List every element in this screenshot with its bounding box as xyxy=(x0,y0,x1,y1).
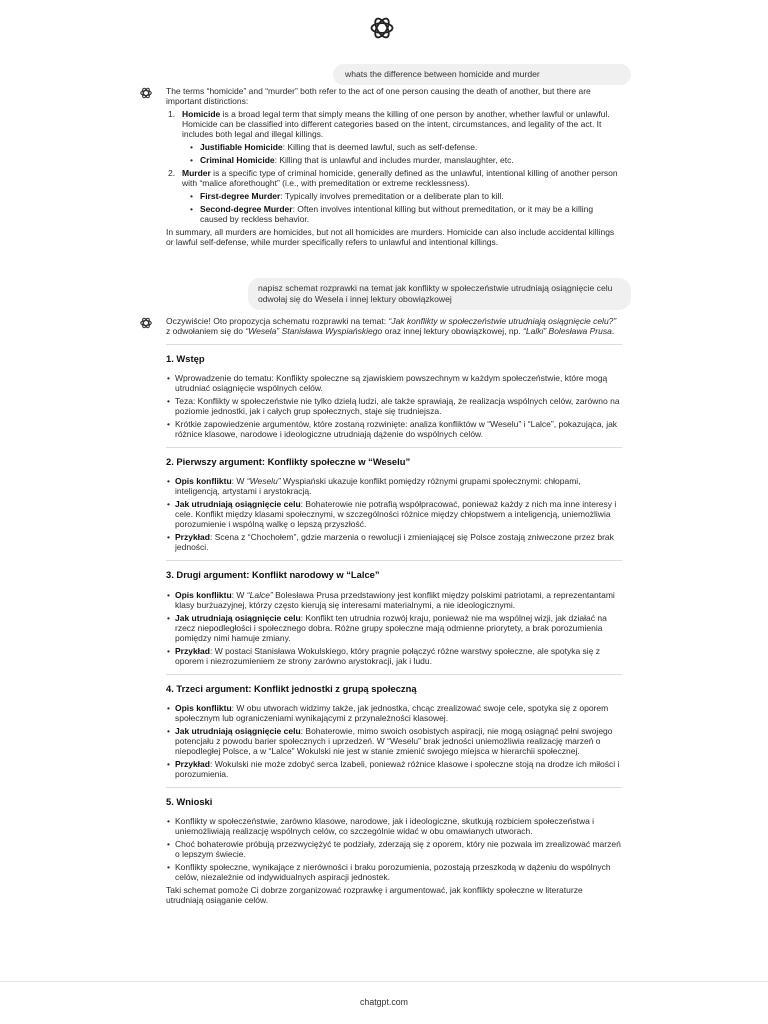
section-list xyxy=(166,816,622,882)
section-divider xyxy=(166,447,622,448)
item-label: Opis konfliktu xyxy=(175,702,232,713)
section-heading: 5. Wnioski xyxy=(166,795,213,807)
list-number: 1. xyxy=(168,109,176,120)
intro-text: z odwołaniem się do xyxy=(166,326,246,337)
section-divider xyxy=(166,674,622,675)
book-title: “Weselu” xyxy=(246,476,281,487)
list-item xyxy=(166,646,622,666)
list-item: • Choć bohaterowie próbują przezwyciężyć te podziały, zderzają się z oporem, który nie pozwala im zrealizować marzeń o lepszym świecie. xyxy=(166,839,622,859)
book-title: “Lalki” Bolesława Prusa xyxy=(523,326,612,337)
item-text: : Konflikt ten utrudnia rozwój kraju, ponieważ nie ma wspólnej wizji, jak działać na rzecz niepodległości i społecznego dobra. Różne grupy społeczne mają odmienne priorytety, a brak porozumienia pomiędzy nimi hamuje zmiany. xyxy=(175,612,607,643)
item-text: : Bohaterowie nie potrafią współpracować, ponieważ każdy z nich ma inne interesy i cele. Konflikt między klasami społecznymi, w szczególności różnice między chłopstwem a inteligencją, uniemożliwia porozumienie i wspólną walkę o lepszą przyszłość. xyxy=(175,499,617,530)
list-item xyxy=(166,532,622,552)
definition: : Often involves intentional killing but without premeditation, or it may be a killing caused by reckless behavior. xyxy=(200,204,594,225)
list-item: • Krótkie zapowiedzenie argumentów, które zostaną rozwinięte: analiza konfliktów w “Weselu” i “Lalce”, pokazująca, jak różnice klasowe, narodowe i ideologiczne utrudniają dążenie do wspólnych celów. xyxy=(166,419,622,439)
item-text: : Wokulski nie może zdobyć serca Izabeli, ponieważ różnice klasowe i społeczne stoją na drodze ich miłości i porozumienia. xyxy=(175,758,620,779)
intro-text: Oczywiście! Oto propozycja schematu rozprawki na temat: xyxy=(166,316,389,326)
assistant-avatar-icon xyxy=(139,86,153,100)
section-list xyxy=(166,703,622,779)
response-closing: Taki schemat pomoże Ci dobrze zorganizować rozprawkę i argumentować, jak konflikty społeczne w literaturze utrudniają osiąganie celów. xyxy=(166,885,583,906)
item-label: Przykład xyxy=(175,532,210,543)
intro-text: oraz innej lektury obowiązkowej, np. xyxy=(382,326,524,337)
list-number: 2. xyxy=(168,168,176,179)
list-item xyxy=(166,109,622,165)
item-text: : W obu utworach widzimy także, jak jednostka, chcąc zrealizować swoje cele, spotyka się z oporem społecznym lub ograniczeniami wynikającymi z przynależności klasowej. xyxy=(175,702,609,723)
term: Murder xyxy=(182,168,211,179)
numbered-list xyxy=(166,109,622,224)
footer-divider xyxy=(0,981,768,982)
term: Homicide xyxy=(182,109,221,120)
item-text: : Scena z “Chochołem”, gdzie marzenia o rewolucji i zmieniającej się Polsce zostają zniweczone przez brak jedności. xyxy=(175,532,614,553)
item-label: Przykład xyxy=(175,758,210,769)
list-item xyxy=(166,613,622,643)
response-intro: The terms “homicide” and “murder” both refer to the act of one person causing the death of another, but there are important distinctions: xyxy=(166,86,591,107)
item-text: Bolesława Prusa przedstawiony jest konflikt między polskimi patriotami, a reprezentantami klasy burżuazyjnej, którzy często kierują się interesami materialnymi, a nie ideologicznymi. xyxy=(175,589,615,610)
response-summary: In summary, all murders are homicides, but not all homicides are murders. Homicide can also include accidental killings or lawful self-defense, while murder specifically refers to unlawful and intentional killings. xyxy=(166,227,615,248)
term: Criminal Homicide xyxy=(200,155,275,166)
term: Second-degree Murder xyxy=(200,204,293,215)
footer-site-label: chatgpt.com xyxy=(360,997,408,1007)
item-text: : W postaci Stanisława Wokulskiego, który pragnie połączyć różne warstwy społeczne, ale spotyka się z oporem i niezrozumieniem ze strony zarówno arystokracji, jak i ludu. xyxy=(175,645,601,666)
section-divider xyxy=(166,560,622,561)
item-text: : Bohaterowie, mimo swoich osobistych aspiracji, nie mogą osiągnąć pełni swojego potencjału z powodu barier społecznych i uprzedzeń. W “Weselu” brak jedności uniemożliwia realizację marzeń o niepodległej Polsce, a w “Lalce” Wokulski nie jest w stanie zmienić swojego miejsca w hierarchii społecznej. xyxy=(175,725,613,756)
list-item xyxy=(166,726,622,756)
section-divider xyxy=(166,787,622,788)
definition: is a specific type of criminal homicide, generally defined as the unlawful, intentional killing of another person with “malice aforethought” (i.e., with premeditation or extreme recklessness). xyxy=(182,168,618,189)
section-heading: 1. Wstęp xyxy=(166,353,205,365)
essay-topic: “Jak konflikty w społeczeństwie utrudniają osiągnięcie celu?” xyxy=(388,316,617,326)
sub-list xyxy=(190,191,622,224)
section-divider xyxy=(166,344,622,345)
list-item: • Konflikty społeczne, wynikające z nierówności i braku porozumienia, pozostają przeszkodą w dążeniu do wspólnych celów, niezależnie od indywidualnych aspiracji jednostek. xyxy=(166,862,622,882)
user-message: whats the difference between homicide and murder xyxy=(333,64,631,85)
item-label: Przykład xyxy=(175,645,210,656)
intro-text: . xyxy=(611,326,615,337)
section-list xyxy=(166,373,622,439)
sub-list xyxy=(190,142,622,165)
book-title: “Wesela” Stanisława Wyspiańskiego xyxy=(245,326,383,337)
item-label: Opis konfliktu xyxy=(175,589,232,600)
item-label: Opis konfliktu xyxy=(175,476,232,487)
definition: : Typically involves premeditation or a deliberate plan to kill. xyxy=(280,191,504,202)
list-item xyxy=(166,499,622,529)
section-heading: 2. Pierwszy argument: Konflikty społeczne w “Weselu” xyxy=(166,456,411,468)
section-list xyxy=(166,476,622,552)
section-heading: 4. Trzeci argument: Konflikt jednostki z grupą społeczną xyxy=(166,682,417,694)
item-label: Jak utrudniają osiągnięcie celu xyxy=(175,725,301,736)
list-item xyxy=(190,155,622,165)
item-text: Wyspiański ukazuje konflikt pomiędzy różnymi grupami społecznymi: chłopami, inteligencją, artystami i arystokracją. xyxy=(175,476,581,497)
list-item xyxy=(166,476,622,496)
assistant-avatar-icon xyxy=(139,316,153,330)
user-message: napisz schemat rozprawki na temat jak konflikty w społeczeństwie utrudniają osiągnięcie celu odwołaj się do Wesela i innej lektury obowiązkowej xyxy=(248,278,631,310)
definition: is a broad legal term that simply means the killing of one person by another, whether lawful or unlawful. Homicide can be classified into different categories based on the intent, circumstances, and legality of the act. It includes both legal and illegal killings. xyxy=(182,109,610,140)
openai-logo-icon xyxy=(365,14,399,42)
definition: : Killing that is deemed lawful, such as self-defense. xyxy=(282,142,478,153)
list-item: • Konflikty w społeczeństwie, zarówno klasowe, narodowe, jak i ideologiczne, skutkują rozbiciem społeczeństwa i uniemożliwiają realizację wspólnych celów, co szczególnie widać w obu omawianych utworach. xyxy=(166,816,622,836)
term: First-degree Murder xyxy=(200,191,281,202)
item-text: : W xyxy=(231,476,247,487)
definition: : Killing that is unlawful and includes murder, manslaughter, etc. xyxy=(274,155,514,166)
list-item xyxy=(166,703,622,723)
list-item xyxy=(190,191,622,201)
item-label: Jak utrudniają osiągnięcie celu xyxy=(175,612,301,623)
term: Justifiable Homicide xyxy=(200,142,283,153)
assistant-response xyxy=(166,316,622,905)
list-item xyxy=(166,168,622,224)
list-item xyxy=(166,590,622,610)
section-list xyxy=(166,590,622,666)
list-item xyxy=(190,204,622,224)
book-title: “Lalce” xyxy=(246,589,273,600)
item-text: : W xyxy=(231,589,247,600)
assistant-response xyxy=(166,86,622,247)
list-item: • Wprowadzenie do tematu: Konflikty społeczne są zjawiskiem powszechnym w każdym społeczeństwie, które mogą utrudniać osiągnięcie wspólnych celów. xyxy=(166,373,622,393)
item-label: Jak utrudniają osiągnięcie celu xyxy=(175,499,301,510)
section-heading: 3. Drugi argument: Konflikt narodowy w “Lalce” xyxy=(166,569,380,581)
list-item: • Teza: Konflikty w społeczeństwie nie tylko dzielą ludzi, ale także sprawiają, że realizacja wspólnych celów, zarówno na poziomie jednostki, jak i całych grup społecznych, staje się trudniejsza. xyxy=(166,396,622,416)
list-item xyxy=(166,759,622,779)
response-intro xyxy=(166,316,622,336)
list-item xyxy=(190,142,622,152)
